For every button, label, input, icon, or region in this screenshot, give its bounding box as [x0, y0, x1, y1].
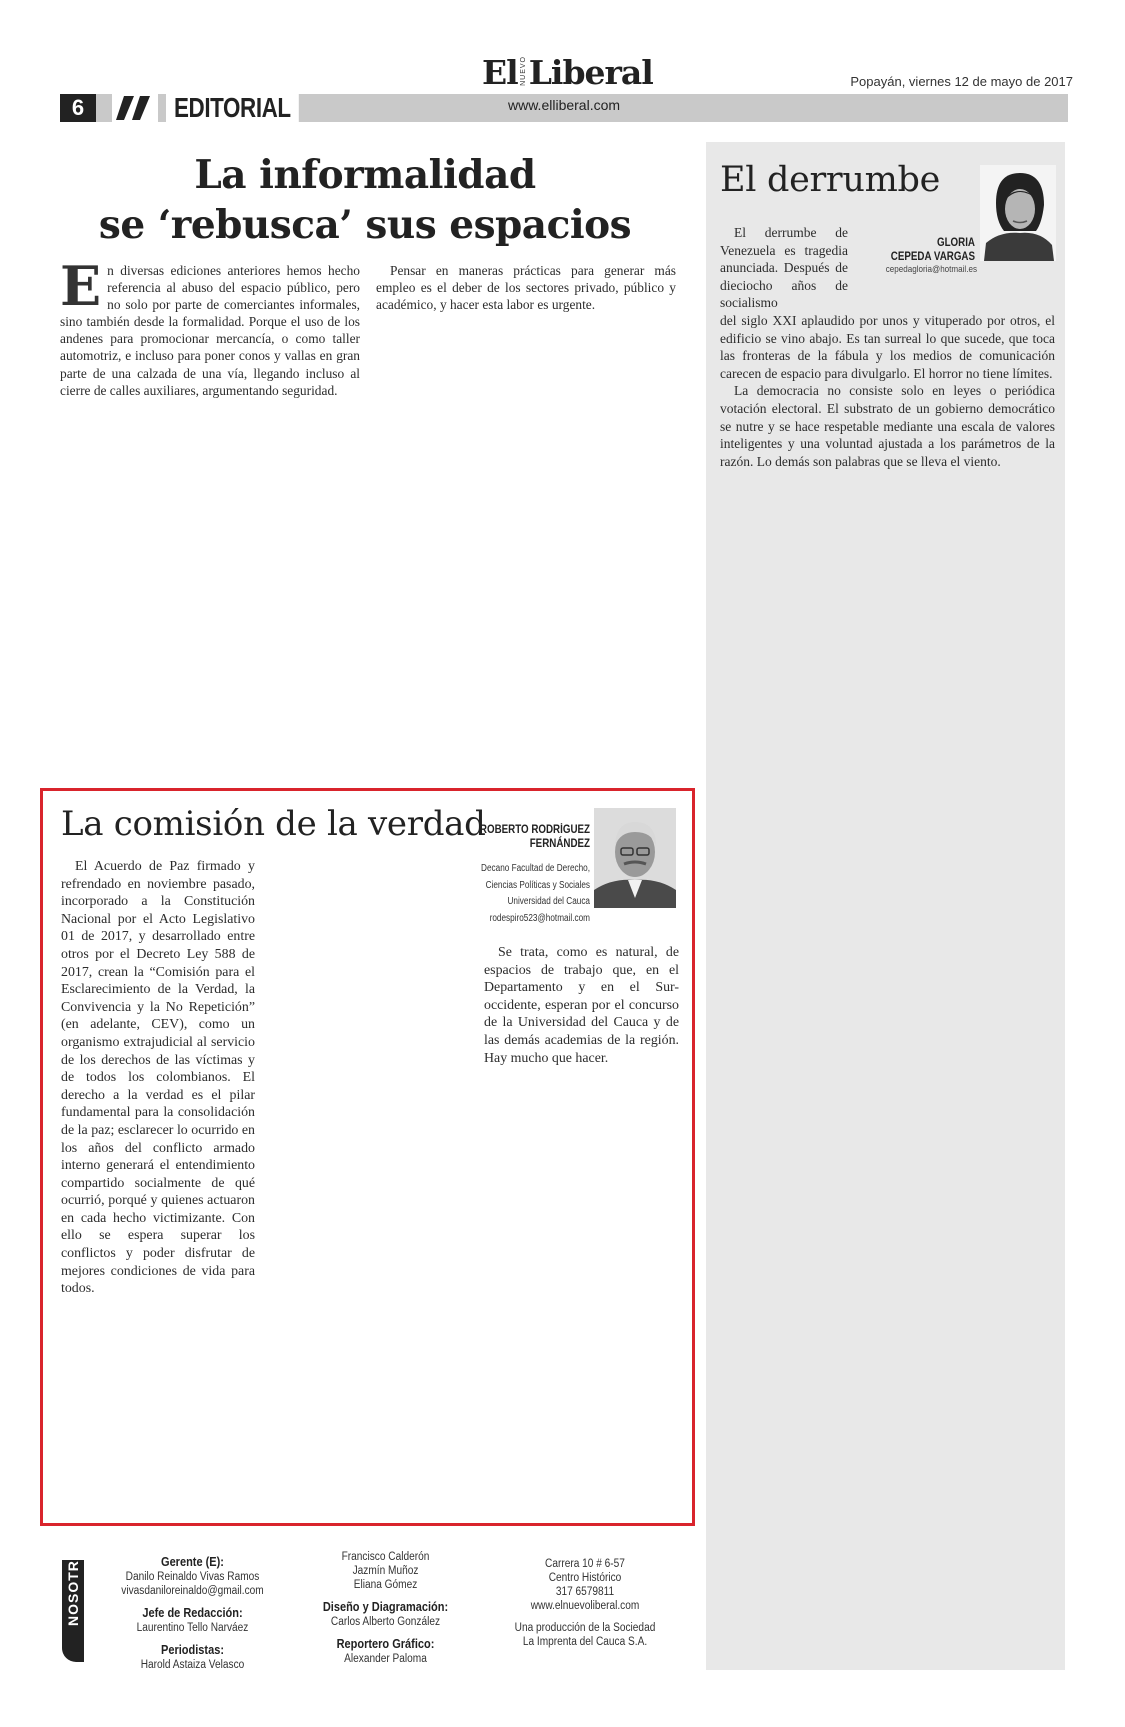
- main-article-headline: [60, 150, 670, 250]
- main-article-column-1: [60, 254, 360, 399]
- author-email[interactable]: rodespiro523@hotmail.com: [489, 912, 590, 924]
- periodistas-label: Periodistas:: [161, 1643, 224, 1657]
- jefe-name: Laurentino Tello Narváez: [136, 1622, 249, 1634]
- main-article-paragraph: [60, 254, 360, 399]
- address-line-1: Carrera 10 # 6-57: [545, 1558, 625, 1570]
- derrumbe-paragraph-start: El derrumbe de Venezuela es tragedia anunciada. Después de dieciocho años de socialismo: [720, 225, 848, 311]
- author-name-line-2: FERNÁNDEZ: [529, 838, 590, 850]
- gerente-name: Danilo Reinaldo Vivas Ramos: [125, 1571, 260, 1583]
- gerente-label: Gerente (E):: [161, 1555, 224, 1569]
- author-name-line-1: ROBERTO RODRÍGUEZ: [479, 824, 590, 836]
- phone-number: 317 6579811: [555, 1586, 615, 1598]
- derrumbe-author-name: [890, 236, 975, 264]
- section-quote-mark-icon: [112, 92, 158, 124]
- address-line-2: Centro Histórico: [548, 1572, 622, 1584]
- headline-line-1: La informalidad: [194, 152, 536, 198]
- author-role-line-2: Ciencias Políticas y Sociales: [485, 879, 590, 891]
- derrumbe-article-title: El derrumbe: [720, 160, 940, 200]
- derrumbe-paragraph: La democracia no consiste solo en leyes o periódica votación electoral. El substrato de un gobierno democrático se nutre y se hace respetable mediante una escala de valores inteligentes y una voluntad ajustada a los parámetros de la razón. Lo demás son palabras que se lleva el viento.: [720, 383, 1055, 469]
- diseno-name: Carlos Alberto González: [330, 1616, 441, 1628]
- produccion-line-1: Una producción de la Sociedad: [514, 1622, 656, 1634]
- derrumbe-column-top: [720, 224, 848, 312]
- author-name-line-2: CEPEDA VARGAS: [890, 251, 975, 263]
- main-article-column-2: [376, 262, 676, 313]
- staff-column-1: [111, 1555, 274, 1672]
- logo-nuevo-text: NUEVO: [519, 56, 527, 86]
- section-name: EDITORIAL: [166, 92, 299, 124]
- staff-name-2: Jazmín Muñoz: [352, 1565, 419, 1577]
- verdad-paragraph: El Acuerdo de Paz firmado y refrendado en noviembre pasado, incorporado a la Constitución Nacional por el Acto Legislativo 01 de 2017, y desarrollado entre otros por el Decreto Ley 588 de 2017, crean la “Comisión para el Esclarecimiento de la Verdad, la Convivencia y la No Repetición” (en adelante, CEV), como un organismo extrajudicial al servicio de los derechos de las víctimas y de todos los colombianos. El derecho a la verdad es el pilar fundamental para la consolidación de la paz; esclarecer lo ocurrido en los años del conflicto armado interno generará el entendimiento compartido socialmente de qué ocurrió, porqué y quienes actuaron en cada hecho victimizante. Con ello se espera superar los conflictos y poder disfrutar de mejores condiciones de vida para todos.: [61, 859, 255, 1297]
- staff-name-3: Eliana Gómez: [353, 1579, 418, 1591]
- jefe-label: Jefe de Redacción:: [142, 1606, 243, 1620]
- verdad-article-title: La comisión de la verdad: [61, 804, 486, 844]
- reportero-label: Reportero Gráfico:: [336, 1637, 435, 1651]
- verdad-column-3: [484, 944, 679, 1067]
- author-photo-gloria: [980, 165, 1056, 261]
- author-photo-roberto: [594, 808, 676, 908]
- main-article-paragraph: Pensar en maneras prácticas para generar más empleo es el deber de los sectores privado, público y académico, y hacer esta labor es urgente.: [376, 263, 676, 313]
- masthead-logo[interactable]: [482, 53, 653, 92]
- author-role-line-1: Decano Facultad de Derecho,: [481, 863, 590, 874]
- produccion-line-2: La Imprenta del Cauca S.A.: [522, 1636, 648, 1648]
- staff-tab-label: [65, 1594, 81, 1626]
- headline-line-2: se ‘rebusca’ sus espacios: [98, 202, 632, 248]
- publication-date: Popayán, viernes 12 de mayo de 2017: [850, 74, 1073, 89]
- derrumbe-column-main: [720, 312, 1055, 470]
- page-number: 6: [60, 94, 96, 122]
- footer-website-link[interactable]: www.elnuevoliberal.com: [530, 1600, 640, 1612]
- verdad-column-1: [61, 858, 255, 1298]
- verdad-author-name: [473, 823, 590, 851]
- author-name-line-1: GLORIA: [936, 237, 975, 249]
- contact-column: [510, 1557, 660, 1649]
- diseno-label: Diseño y Diagramación:: [322, 1600, 449, 1614]
- logo-el-text: El: [482, 53, 518, 92]
- reportero-name: Alexander Paloma: [344, 1653, 427, 1665]
- verdad-paragraph: Se trata, como es natural, de espacios de trabajo que, en el Departamento y en el Sur-occidente, esperan por el concurso de la Universidad del Cauca y de las demás academias de la región. Hay mucho que hacer.: [484, 945, 679, 1066]
- logo-liberal-text: Liberal: [528, 53, 653, 92]
- drop-cap: E: [60, 254, 102, 318]
- derrumbe-paragraph: del siglo XXI aplaudido por unos y vituperado por otros, el edificio se vino abajo. Es tan surreal lo que sucede, que toca las fronteras de la fábula y los medios de comunicación carecen de espacio para divulgarlo. El horror no tiene límites.: [720, 313, 1055, 381]
- staff-column-2: [309, 1550, 463, 1666]
- gerente-email[interactable]: vivasdaniloreinaldo@gmail.com: [121, 1585, 264, 1597]
- website-link[interactable]: www.elliberal.com: [508, 97, 621, 113]
- author-role-line-3: Universidad del Cauca: [507, 896, 590, 907]
- staff-name-1: Francisco Calderón: [341, 1551, 430, 1563]
- verdad-author-affiliation: [477, 861, 590, 927]
- main-article-paragraph-text: n diversas ediciones anteriores hemos hecho referencia al abuso del espacio público, pero no solo por parte de comerciantes informales, sino también desde la formalidad. Porque el uso de los andenes para promocionar mercancía, o como taller automotriz, e incluso para poner conos y vallas en gran parte de una calzada de una vía, llegando incluso al cierre de calles auxiliares, argumentando seguridad.: [60, 263, 360, 398]
- derrumbe-author-email[interactable]: cepedagloria@hotmail.es: [885, 264, 977, 275]
- periodistas-name: Harold Astaiza Velasco: [140, 1659, 245, 1671]
